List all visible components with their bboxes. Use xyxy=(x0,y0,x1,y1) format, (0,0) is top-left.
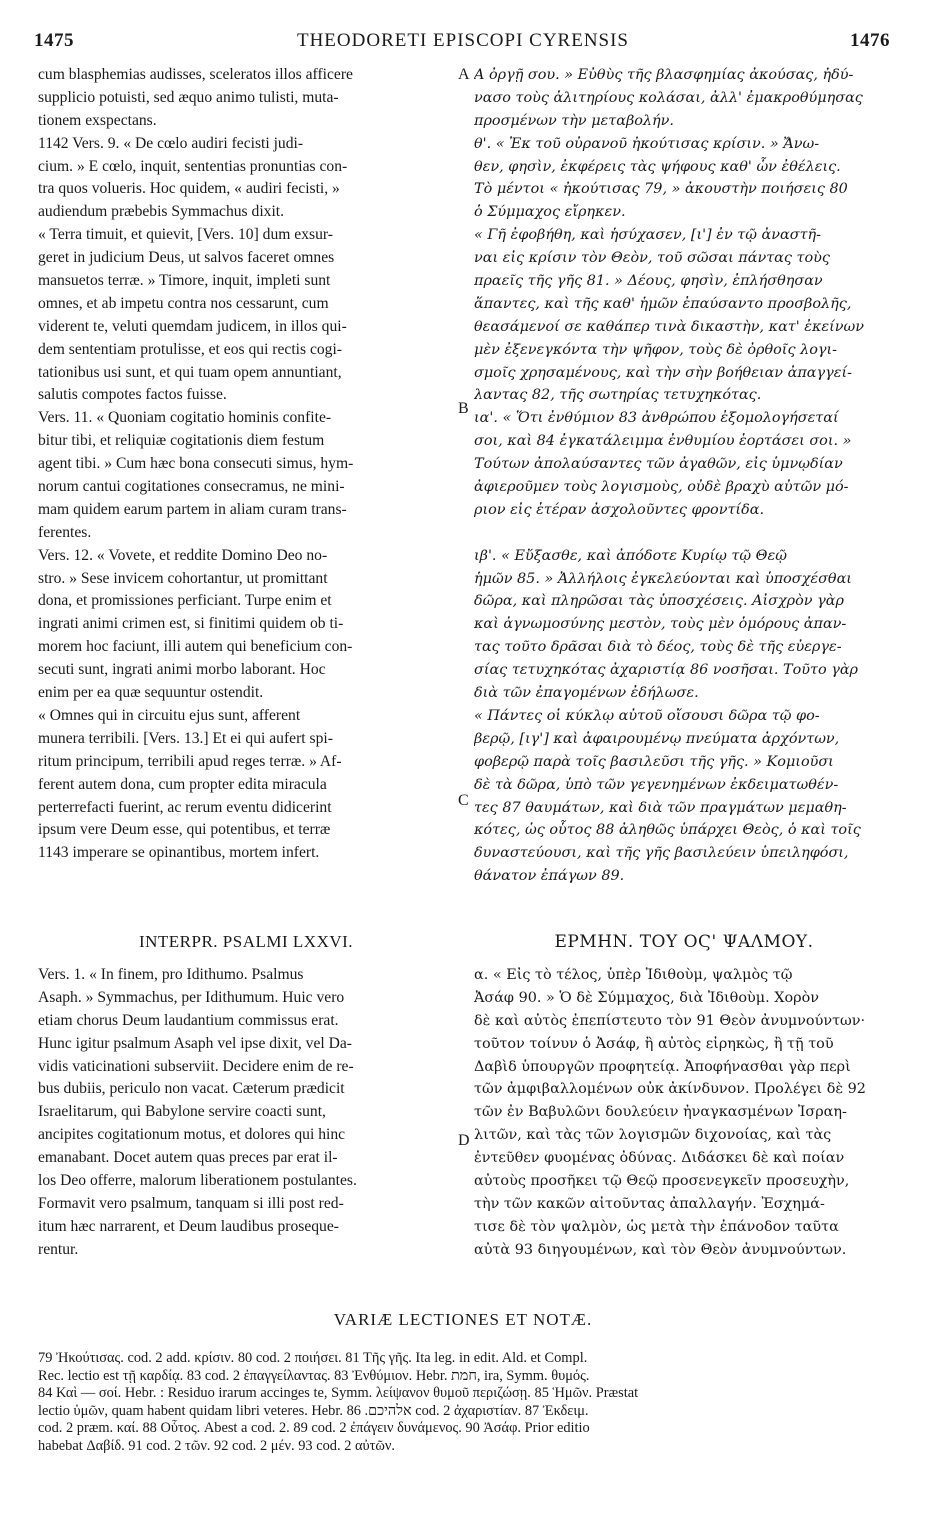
text-line: ancipites cogitationum motus, et dolores qui hinc xyxy=(38,1126,346,1144)
text-line: Vers. 11. « Quoniam cogitatio hominis confite- xyxy=(38,409,332,427)
text-line: ὁ Σύμμαχος εἴρηκεν. xyxy=(474,204,626,221)
text-line: emanabant. Docet autem quas preces par erat il- xyxy=(38,1149,338,1167)
text-line: « Πάντες οἱ κύκλῳ αὐτοῦ οἴσουσι δῶρα τῷ φο- xyxy=(474,707,820,724)
text-line: τας τοῦτο δρᾶσαι διὰ τὸ δέος, τοὺς δὲ τῆς εὐεργε- xyxy=(474,639,842,656)
text-line: geret in judicium Deus, ut salvos faceret omnes xyxy=(38,249,335,267)
margin-letter-d: D xyxy=(458,1132,470,1149)
text-line: viderent te, veluti quemdam judicem, in illos qui- xyxy=(38,317,347,335)
text-line: καὶ ἀγνωμοσύνης μεστὸν, τοὺς μὲν ὁμόρους ἀπαν- xyxy=(474,616,847,633)
text-line: βερῷ, [ιγ'] καὶ ἀφαιρουμένῳ πνεύματα ἀρχόντων, xyxy=(474,730,840,747)
text-line: Asaph. » Symmachus, per Idithumum. Huic vero xyxy=(38,988,345,1006)
text-line: agent tibi. » Cum hæc bona consecuti simus, hym- xyxy=(38,455,354,473)
note-line: 79 Ἠκούτισας. cod. 2 add. κρίσιν. 80 cod. 2 ποιήσει. 81 Τῆς γῆς. Ita leg. in edit. Ald. et Compl. xyxy=(38,1350,588,1366)
text-line: ιβ'. « Εὔξασθε, καὶ ἀπόδοτε Κυρίῳ τῷ Θεῷ xyxy=(474,547,787,564)
text-line: etiam chorus Deum laudantium commissus erat. xyxy=(38,1011,339,1029)
text-line: Formavit vero psalmum, tanquam si illi post red- xyxy=(38,1194,344,1212)
text-line: μὲν ἐξενεγκόντα τὴν ψῆφον, τοὺς δὲ ὀρθοῖς λογι- xyxy=(474,341,837,358)
text-line: mansuetos terræ. » Timore, inquit, impleti sunt xyxy=(38,272,331,290)
text-line: δὲ τὰ δῶρα, ὑπὸ τῶν γεγενημένων ἐκδειματωθέν- xyxy=(474,776,839,793)
text-line: los Deo offerre, malorum liberationem postulantes. xyxy=(38,1172,357,1190)
text-line: supplicio potuisti, sed æquo animo tulisti, muta- xyxy=(38,88,339,106)
page-number-left: 1475 xyxy=(34,30,74,51)
text-line: α. « Εἰς τὸ τέλος, ὑπὲρ Ἰδιθοὺμ, ψαλμὸς τῷ xyxy=(474,967,793,983)
text-line: vidis vaticinationi subserviit. Decidere enim de re- xyxy=(38,1057,354,1075)
text-line: φοβερῷ παρὰ τοῖς βασιλεῦσι τῆς γῆς. » Κομιοῦσι xyxy=(474,753,834,770)
text-line: secuti sunt, ingrati animi morbo laborant. Hoc xyxy=(38,661,326,679)
text-line: dem sententiam protulisse, et eos qui rectis cogi- xyxy=(38,340,343,358)
note-line: habebat Δαβίδ. 91 cod. 2 τῶν. 92 cod. 2 μέν. 93 cod. 2 αὐτῶν. xyxy=(38,1437,396,1454)
text-line: audiendum præbebis Symmachus dixit. xyxy=(38,203,285,221)
text-line: 1142 Vers. 9. « De cœlo audiri fecisti judi- xyxy=(38,134,304,152)
text-line: ferent autem dona, cum propter edita miracula xyxy=(38,775,327,793)
text-line: enim per ea quæ sequuntur ostendit. xyxy=(38,684,264,702)
text-line: ἡμῶν 85. » Ἀλλήλοις ἐγκελεύονται καὶ ὑποσχέσθαι xyxy=(474,570,852,587)
text-line: Ἀσάφ 90. » Ὁ δὲ Σύμμαχος, διὰ Ἰδιθοὺμ. Χορὸν xyxy=(474,989,820,1006)
text-line: tationibus usi sunt, et qui tuam opem annuntiant, xyxy=(38,363,342,381)
note-line: Rec. lectio est τῇ καρδίᾳ. 83 cod. 2 ἐπαγγείλαντας. 83 Ἐνθύμιον. Hebr. חמת, ira, Symm. θυμός. xyxy=(38,1367,590,1384)
greek-column-top xyxy=(474,64,894,888)
text-line: προσμένων τὴν μεταβολήν. xyxy=(474,112,674,129)
text-line: « Terra timuit, et quievit, [Vers. 10] dum exsur- xyxy=(38,226,333,244)
text-line: θεασάμενοί σε καθάπερ τινὰ δικαστὴν, κατ' ἐκείνων xyxy=(474,318,865,335)
text-line: perterrefacti fuerint, ac rerum eventu didicerint xyxy=(38,798,332,816)
text-line: tionem exspectans. xyxy=(38,111,157,129)
text-line: ια'. « Ὅτι ἐνθύμιον 83 ἀνθρώπου ἐξομολογήσεταί xyxy=(474,410,839,427)
text-line: ferentes. xyxy=(38,523,92,541)
page-header xyxy=(30,30,896,60)
text-line: rentur. xyxy=(38,1240,79,1258)
text-line: δὲ καὶ αὐτὸς ἐπεπίστευτο τὸν 91 Θεὸν ἀνυμνούντων· xyxy=(474,1012,866,1029)
text-line: bus dubiis, periculo non vacat. Cæterum prædicit xyxy=(38,1080,345,1098)
text-line: τῶν ἐν Βαβυλῶνι δουλεύειν ἠναγκασμένων Ἰσραη- xyxy=(474,1104,847,1121)
text-line: Τὸ μέντοι « ἠκούτισας 79, » ἀκουστὴν ποιήσεις 80 xyxy=(474,181,848,198)
text-line: Α ὀργῇ σου. » Εὐθὺς τῆς βλασφημίας ἀκούσας, ἠδύ- xyxy=(474,67,854,83)
text-line: θ'. « Ἐκ τοῦ οὐρανοῦ ἠκούτισας κρίσιν. » Ἄνω- xyxy=(474,135,820,152)
text-line: mam quidem earum partem in aliam curam trans- xyxy=(38,500,347,518)
text-line: τὴν τῶν κακῶν αἰτοῦντας ἀπαλλαγήν. Ἐσχημά- xyxy=(474,1195,825,1212)
text-line: ἐντεῦθεν φυομένας ὀδύνας. Διδάσκει δὲ καὶ ποίαν xyxy=(474,1150,845,1167)
text-line: morem hoc faciunt, illi autem qui beneficium con- xyxy=(38,638,353,656)
text-line: ingrati animi crimen est, si finitimi quidem ob ti- xyxy=(38,615,344,633)
text-line: τοῦτον τοίνυν ὁ Ἀσάφ, ἢ αὐτὸς εἰρηκὼς, ἢ τῇ τοῦ xyxy=(474,1035,834,1052)
text-line: munera terribili. [Vers. 13.] Et ei qui aufert spi- xyxy=(38,729,333,747)
margin-letter-a: A xyxy=(458,66,470,83)
text-line: dona, et promissiones perficiant. Turpe enim et xyxy=(38,592,332,610)
text-line: θάνατον ἐπάγων 89. xyxy=(474,868,625,885)
text-line: omnes, et ab impetu contra nos cessarunt, cum xyxy=(38,294,329,312)
notes-block xyxy=(38,1350,898,1456)
text-line: « Γῆ ἐφοβήθη, καὶ ἡσύχασεν, [ι'] ἐν τῷ ἀναστῆ- xyxy=(474,227,822,244)
text-line: ριον εἰς ἑτέραν ἀσχολοῦντες φροντίδα. xyxy=(474,501,765,518)
text-line: cium. » E cœlo, inquit, sententias pronuntias con- xyxy=(38,157,348,175)
text-line: αὐτὰ 93 διηγουμένων, καὶ τὸν Θεὸν ἀνυμνούντων. xyxy=(474,1241,847,1258)
text-line: salutis compotes factos fuisse. xyxy=(38,386,227,404)
text-line: λιτῶν, καὶ τὰς τῶν λογισμῶν διχονοίας, καὶ τὰς xyxy=(474,1127,832,1144)
margin-letter-b: B xyxy=(458,400,469,417)
text-line: cum blasphemias audisses, sceleratos illos afficere xyxy=(38,66,353,83)
text-line: τισε δὲ τὸν ψαλμὸν, ὡς μετὰ τὴν ἐπάνοδον ταῦτα xyxy=(474,1218,839,1235)
text-line: δῶρα, καὶ πληρῶσαι τὰς ὑποσχέσεις. Αἰσχρὸν γὰρ xyxy=(474,593,844,610)
text-line: κότες, ὡς οὗτος 88 ἀληθῶς ὑπάρχει Θεὸς, ὁ καὶ τοῖς xyxy=(474,822,861,839)
margin-letter-c: C xyxy=(458,792,469,809)
running-title: THEODORETI EPISCOPI CYRENSIS xyxy=(296,30,630,51)
text-line: norum cantui cogitationes consecramus, ne mini- xyxy=(38,478,345,496)
latin-column-top xyxy=(38,64,454,865)
page-number-right: 1476 xyxy=(850,30,890,51)
latin-column-bottom xyxy=(38,964,454,1262)
text-line: Δαβὶδ ὑπουργῶν προφητείᾳ. Ἀποφήνασθαι γὰρ περὶ xyxy=(474,1058,851,1075)
text-line: Vers. 12. « Vovete, et reddite Domino Deo no- xyxy=(38,546,328,564)
text-line: αὐτοὺς προσῆκει τῷ Θεῷ προσενεγκεῖν προσευχὴν, xyxy=(474,1173,850,1190)
text-line: τες 87 θαυμάτων, καὶ διὰ τῶν πραγμάτων μεμαθη- xyxy=(474,799,847,816)
text-line: λαντας 82, τῆς σωτηρίας τετυχηκότας. xyxy=(474,387,762,404)
text-line: ναι εἰς κρίσιν τὸν Θεὸν, τοῦ σῶσαι πάντας τοὺς xyxy=(474,250,830,267)
text-line: σμοῖς χρησαμένους, καὶ τὴν σὴν βοήθειαν ἀπαγγεί- xyxy=(474,364,852,381)
text-line: itum hæc narrarent, et Deum laudibus proseque- xyxy=(38,1217,339,1235)
text-line: νασο τοὺς ἀλιτηρίους κολάσαι, ἀλλ' ἐμακροθύμησας xyxy=(474,89,863,106)
text-line: stro. » Sese invicem cohortantur, ut promittant xyxy=(38,569,328,587)
section-title-latin: INTERPR. PSALMI LXXVI. xyxy=(138,932,354,951)
text-line: « Omnes qui in circuitu ejus sunt, afferent xyxy=(38,706,301,724)
text-line: πραεῖς τῆς γῆς 81. » Δέους, φησὶν, ἐπλήσθησαν xyxy=(474,273,823,290)
text-line: ritum principum, terribili apud reges terræ. » Af- xyxy=(38,752,342,770)
text-line: σίας τετυχηκότας ἀχαριστίᾳ 86 νοσῆσαι. Τοῦτο γὰρ xyxy=(474,662,859,679)
section-title-greek: ΕΡΜΗΝ. ΤΟΥ ΟϚ' ΨΑΛΜΟΥ. xyxy=(554,932,814,952)
text-line: Israelitarum, qui Babylone servire coacti sunt, xyxy=(38,1103,326,1121)
text-line: bitur tibi, et reliquiæ cogitationis diem festum xyxy=(38,432,325,450)
text-line: Τούτων ἀπολαύσαντες τῶν ἀγαθῶν, εἰς ὑμνῳδίαν xyxy=(474,456,843,473)
text-line: τῶν ἀμφιβαλλομένων οὐκ ἀκίνδυνον. Προλέγει δὲ 92 xyxy=(474,1081,866,1098)
text-line: Vers. 1. « In finem, pro Idithumo. Psalmus xyxy=(38,966,304,983)
text-line: σοι, καὶ 84 ἐγκατάλειμμα ἐνθυμίου ἑορτάσει σοι. » xyxy=(474,433,852,450)
text-line: tra quos volueris. Hoc quidem, « audiri fecisti, » xyxy=(38,180,340,198)
note-line: lectio ὑμῶν, quam habent quidam libri veteres. Hebr. אלהיכם. 86 cod. 2 ἀχαριστίαν. 87 Ἐκδειμ. xyxy=(38,1402,589,1419)
text-line: Hunc igitur psalmum Asaph vel ipse dixit, vel Da- xyxy=(38,1034,352,1052)
text-line: ἀφιεροῦμεν τοὺς λογισμοὺς, οὐδὲ βραχὺ αὐτῶν μό- xyxy=(474,479,849,496)
text-line: 1143 imperare se opinantibus, mortem infert. xyxy=(38,844,320,862)
notes-title: VARIÆ LECTIONES ET NOTÆ. xyxy=(333,1310,593,1329)
text-line: δυναστεύουσι, καὶ τῆς γῆς βασιλεύειν ὑπειληφόσι, xyxy=(474,845,849,862)
note-line: cod. 2 præm. καί. 88 Οὗτος. Abest a cod. 2. 89 cod. 2 ἐπάγειν δυνάμενος. 90 Ἀσάφ. Prior editio xyxy=(38,1420,590,1437)
text-line xyxy=(474,522,894,545)
text-line: θεν, φησὶν, ἐκφέρεις τὰς ψήφους καθ' ὧν ἐθέλεις. xyxy=(474,158,841,175)
text-line: διὰ τῶν ἐπαγομένων ἐδήλωσε. xyxy=(474,685,699,702)
text-line: ipsum vere Deum esse, qui potentibus, et terræ xyxy=(38,821,331,839)
note-line: 84 Καὶ — σοί. Hebr. : Residuo irarum accinges te, Symm. λείψανον θυμοῦ περιζώσῃ. 85 Ἡμῶν. Præstat xyxy=(38,1385,639,1402)
greek-column-bottom xyxy=(474,964,894,1262)
text-line: ἅπαντες, καὶ τῆς καθ' ἡμῶν ἐπαύσαντο προσβολῆς, xyxy=(474,295,852,312)
